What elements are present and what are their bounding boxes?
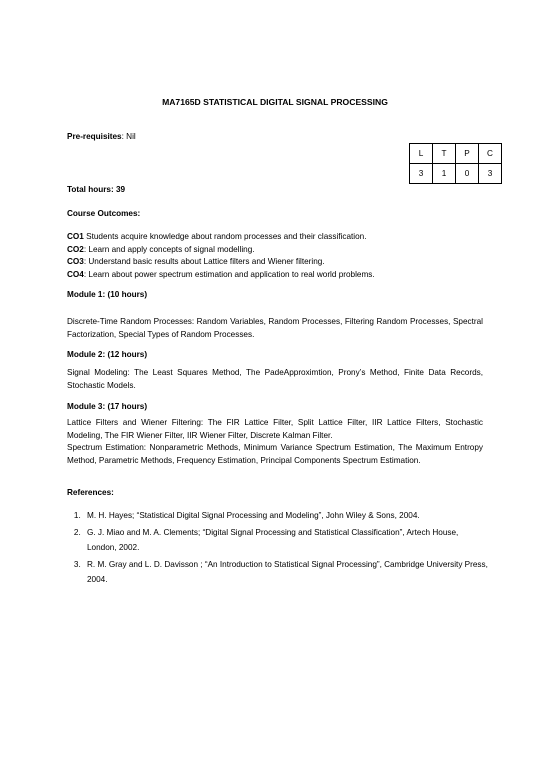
ltpc-header-c: C: [479, 144, 502, 164]
outcome-text: : Understand basic results about Lattice filters and Wiener filtering.: [83, 257, 325, 266]
ltpc-header-l: L: [410, 144, 433, 164]
outcome-text: : Learn and apply concepts of signal modelling.: [83, 244, 255, 254]
reference-item: 1. M. H. Hayes; “Statistical Digital Signal Processing and Modeling”, John Wiley & Sons, 2004.: [83, 508, 488, 524]
course-title: MA7165D STATISTICAL DIGITAL SIGNAL PROCESSING: [162, 97, 388, 107]
ltpc-header-row: [410, 144, 502, 164]
outcome-text: : Learn about power spectrum estimation and application to real world problems.: [83, 269, 375, 279]
ltpc-value-t: 1: [433, 164, 456, 184]
outcome-text: Students acquire knowledge about random processes and their classification.: [83, 232, 367, 241]
module-3-paragraph: Lattice Filters and Wiener Filtering: The FIR Lattice Filter, Split Lattice Filter, IIR Lattice Filters, Stochastic Modeling, The FIR Wiener Filter, IIR Wiener Filter, Discrete Kalman Filter.: [67, 418, 483, 440]
outcome-code: CO1: [67, 232, 84, 241]
ltpc-value-row: [410, 164, 502, 184]
outcomes-heading: Course Outcomes:: [67, 209, 141, 218]
prerequisites-value: : Nil: [121, 132, 136, 141]
ltpc-header-t: T: [433, 144, 456, 164]
module-2-heading: Module 2: (12 hours): [67, 350, 148, 359]
outcome-item: [67, 256, 375, 269]
module-3-body: [67, 417, 483, 467]
module-3-paragraph: Spectrum Estimation: Nonparametric Methods, Minimum Variance Spectrum Estimation, The Maximum Entropy Method, Parametric Methods, Frequency Estimation, Principal Components Spectrum Estimation.: [67, 443, 483, 465]
ltpc-value-c: 3: [479, 164, 502, 184]
outcome-item: [67, 244, 375, 257]
module-1-body: Discrete-Time Random Processes: Random Variables, Random Processes, Filtering Random Processes, Spectral Factorization, Special Types of Random Processes.: [67, 317, 483, 339]
references-list: [67, 508, 488, 589]
prerequisites-label: Pre-requisites: [67, 132, 122, 141]
outcome-item: [67, 231, 375, 244]
references-heading: References:: [67, 488, 114, 497]
ltpc-header-p: P: [456, 144, 479, 164]
reference-item: 3. R. M. Gray and L. D. Davisson ; “An Introduction to Statistical Signal Processing”, Cambridge University Press, 2004.: [83, 557, 488, 588]
outcome-code: CO2: [67, 244, 84, 254]
module-2-body: Signal Modeling: The Least Squares Method, The PadeApproximtion, Prony’s Method, Finite Data Records, Stochastic Models.: [67, 368, 483, 390]
ltpc-table: [409, 143, 502, 184]
prerequisites: [67, 131, 136, 142]
reference-item: 2. G. J. Miao and M. A. Clements; “Digital Signal Processing and Statistical Classification”, Artech House, London, 2002.: [83, 525, 488, 556]
total-hours: Total hours: 39: [67, 185, 126, 194]
outcome-code: CO3: [67, 257, 84, 266]
ltpc-value-p: 0: [456, 164, 479, 184]
module-1-heading: Module 1: (10 hours): [67, 290, 148, 299]
outcome-code: CO4: [67, 269, 84, 279]
outcome-item: [67, 269, 375, 282]
outcomes-list: [67, 231, 375, 281]
ltpc-value-l: 3: [410, 164, 433, 184]
module-3-heading: Module 3: (17 hours): [67, 402, 148, 411]
